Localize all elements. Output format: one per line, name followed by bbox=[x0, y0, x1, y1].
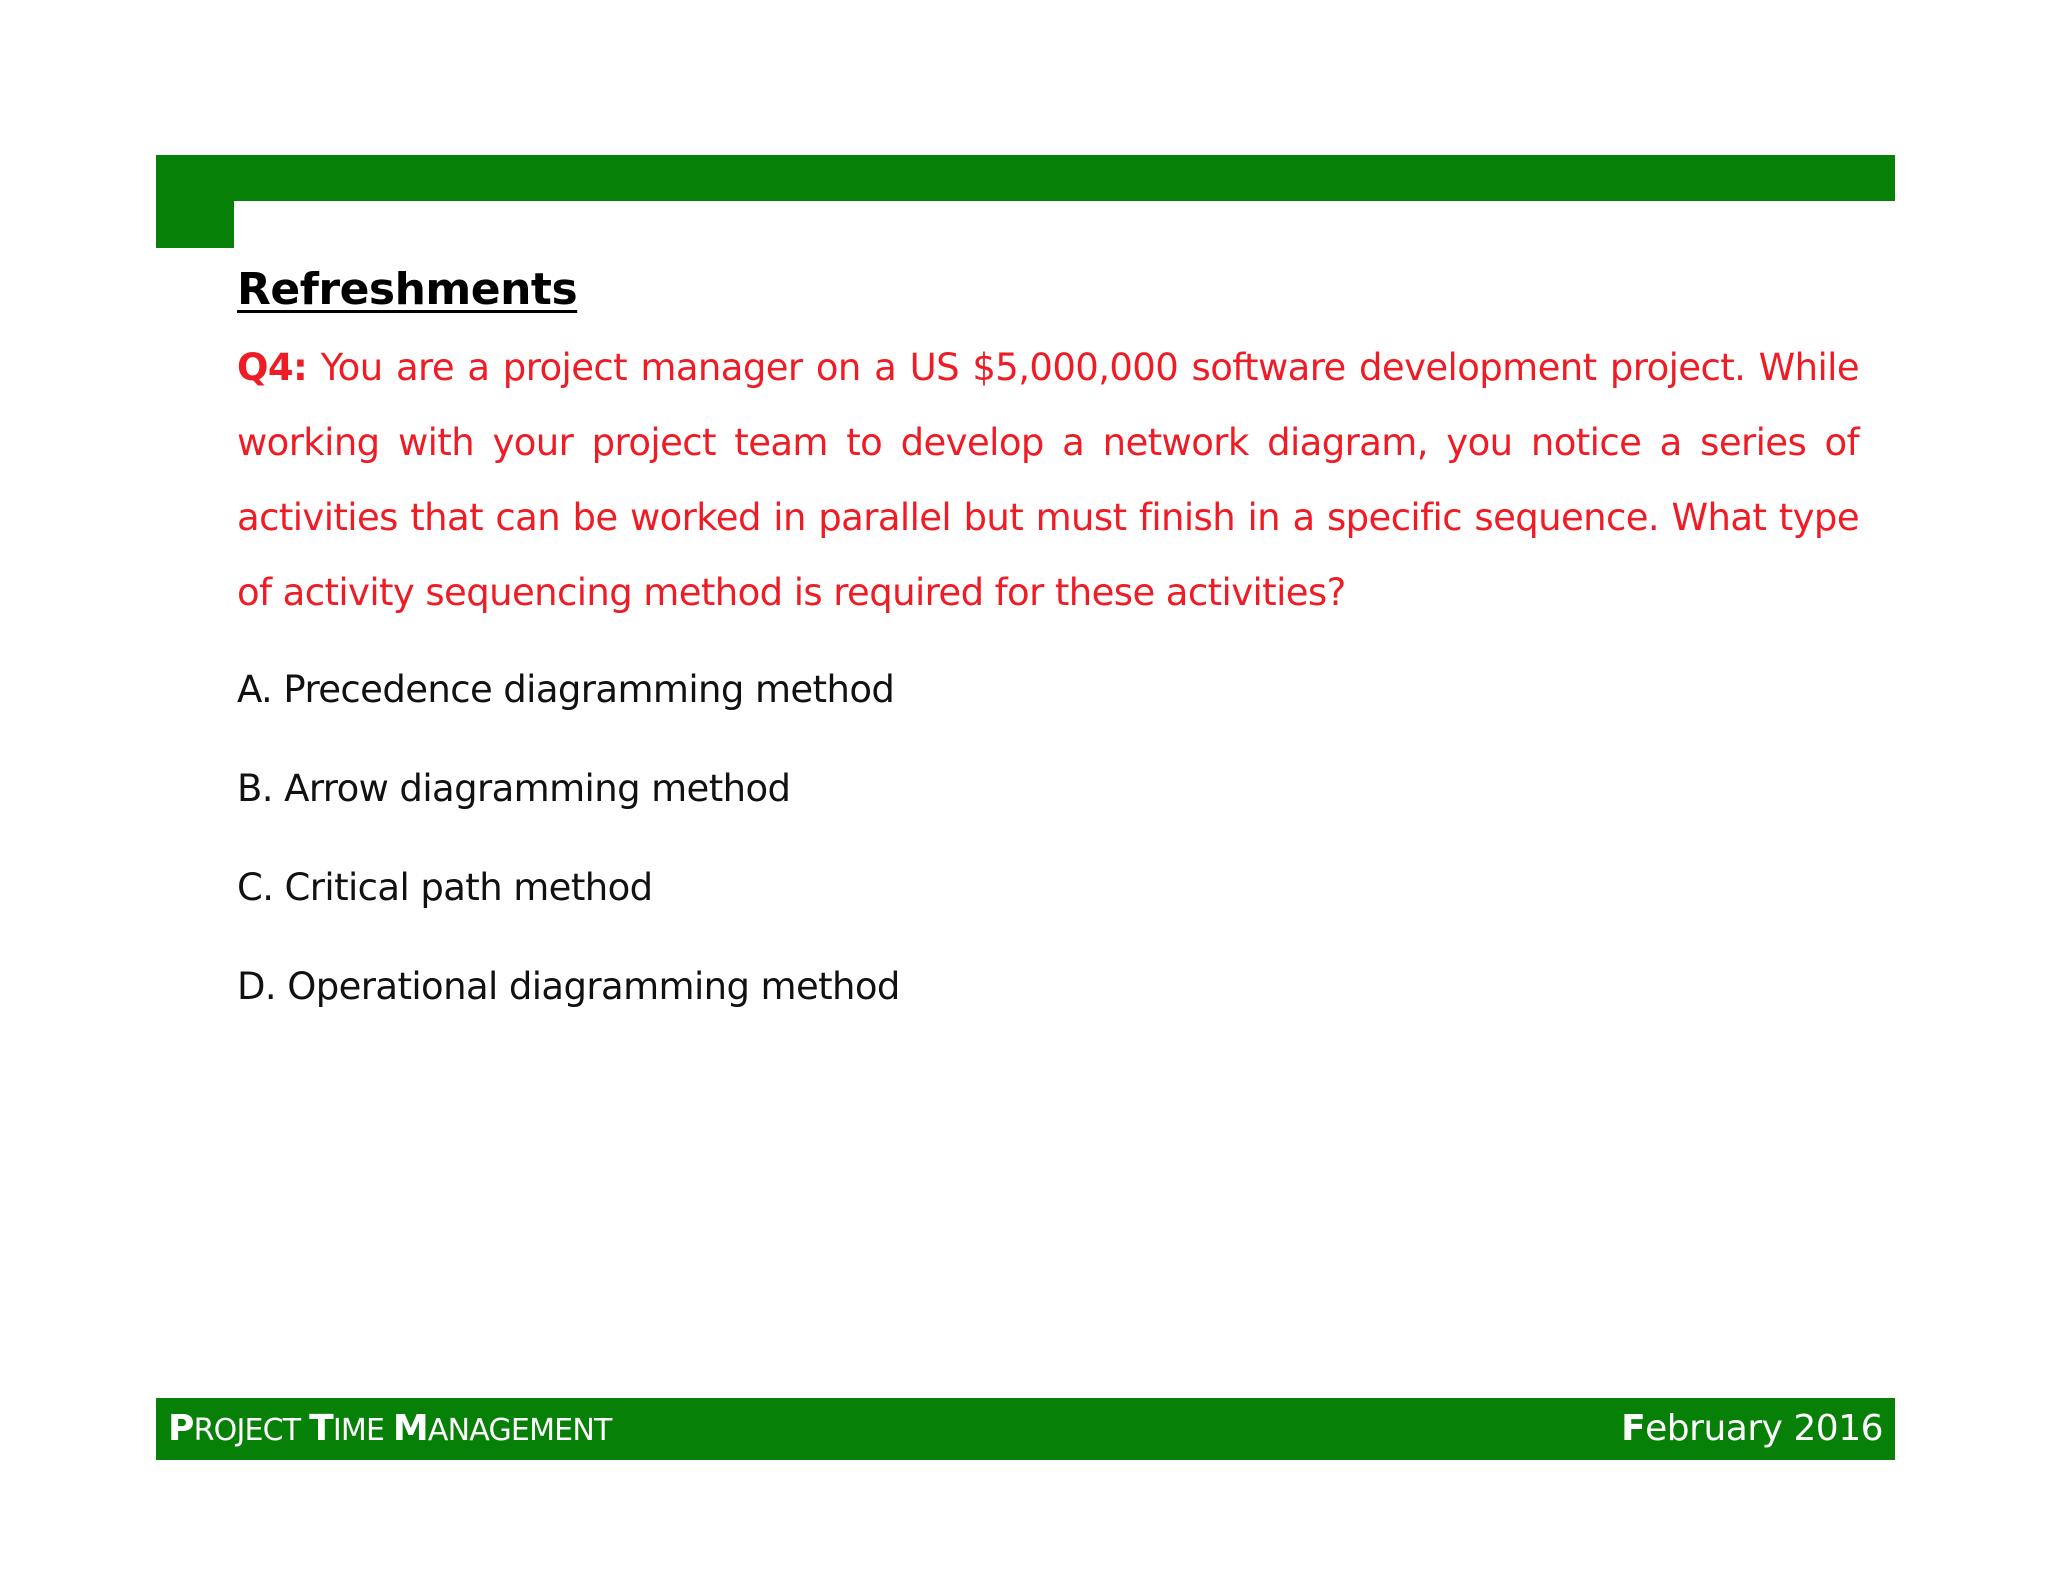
footer-bar bbox=[156, 1398, 1895, 1460]
option-b: B. Arrow diagramming method bbox=[237, 767, 791, 810]
option-d: D. Operational diagramming method bbox=[237, 965, 900, 1008]
footer-cap-p: P bbox=[168, 1408, 194, 1449]
footer-cap-m: M bbox=[392, 1408, 428, 1449]
option-c: C. Critical path method bbox=[237, 866, 653, 909]
slide-content bbox=[237, 262, 1859, 1036]
footer-cap-f: F bbox=[1621, 1408, 1646, 1449]
question-text: You are a project manager on a US $5,000,000 software development project. While working with your project team to develop a network diagram, you notice a series of activities that can be worked in parallel but must finish in a specific sequence. What type of activity sequencing method is required for these activities? bbox=[237, 346, 1859, 614]
footer-word-roject: ROJECT bbox=[193, 1413, 301, 1448]
footer-course-title bbox=[168, 1398, 612, 1462]
header-tab bbox=[156, 198, 234, 248]
footer-date-rest: ebruary 2016 bbox=[1645, 1408, 1883, 1449]
answer-options bbox=[237, 640, 1859, 1036]
footer-cap-t: T bbox=[309, 1408, 333, 1449]
question-label: Q4: bbox=[237, 346, 308, 389]
question bbox=[237, 330, 1859, 630]
slide-title: Refreshments bbox=[237, 264, 578, 315]
option-a: A. Precedence diagramming method bbox=[237, 668, 895, 711]
footer-word-ime: IME bbox=[332, 1413, 385, 1448]
footer-date bbox=[1621, 1398, 1883, 1460]
header-notch bbox=[234, 201, 294, 261]
header-bar bbox=[156, 155, 1895, 201]
footer-word-anagement: ANAGEMENT bbox=[427, 1413, 612, 1448]
